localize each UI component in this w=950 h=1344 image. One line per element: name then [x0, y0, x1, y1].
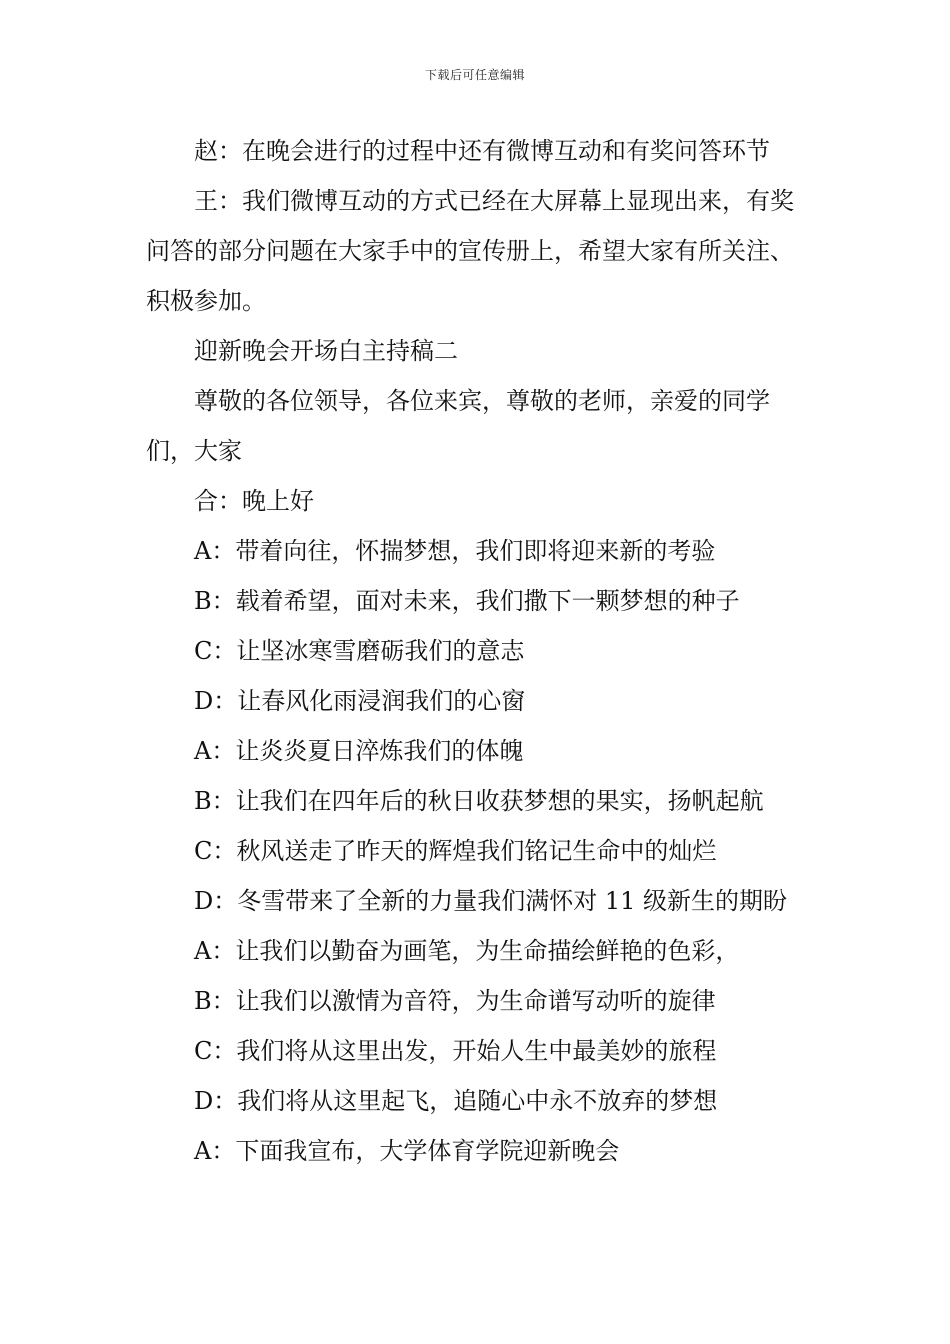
- dialogue-line: B：载着希望，面对未来，我们撒下一颗梦想的种子: [194, 587, 740, 615]
- dialogue-line: 合：晚上好: [194, 487, 314, 515]
- dialogue-line: D：让春风化雨浸润我们的心窗: [194, 687, 526, 715]
- dialogue-line: B：让我们在四年后的秋日收获梦想的果实，扬帆起航: [194, 787, 764, 815]
- dialogue-line: C：秋风送走了昨天的辉煌我们铭记生命中的灿烂: [194, 837, 717, 865]
- paragraph: 尊敬的各位领导，各位来宾，尊敬的老师，亲爱的同学们，大家: [146, 387, 770, 465]
- dialogue-line: C：我们将从这里出发，开始人生中最美妙的旅程: [194, 1037, 717, 1065]
- section-title: 迎新晚会开场白主持稿二: [194, 337, 458, 365]
- paragraph: 王：我们微博互动的方式已经在大屏幕上显现出来，有奖问答的部分问题在大家手中的宣传册上，希望大家有所关注、积极参加。: [146, 187, 794, 315]
- dialogue-line: C：让坚冰寒雪磨砺我们的意志: [194, 637, 525, 665]
- dialogue-line: A：带着向往，怀揣梦想，我们即将迎来新的考验: [194, 537, 716, 565]
- dialogue-line: A：让我们以勤奋为画笔，为生命描绘鲜艳的色彩，: [194, 937, 740, 965]
- dialogue-line: A：让炎炎夏日淬炼我们的体魄: [194, 737, 524, 765]
- dialogue-line: D：冬雪带来了全新的力量我们满怀对 11 级新生的期盼: [194, 887, 788, 915]
- dialogue-line: D：我们将从这里起飞，追随心中永不放弃的梦想: [194, 1087, 718, 1115]
- dialogue-line: B：让我们以激情为音符，为生命谱写动听的旋律: [194, 987, 716, 1015]
- dialogue-line: A：下面我宣布，大学体育学院迎新晚会: [194, 1137, 620, 1165]
- page-header: 下载后可任意编辑: [424, 68, 525, 82]
- document-body: [146, 126, 808, 1176]
- paragraph: 赵：在晚会进行的过程中还有微博互动和有奖问答环节: [194, 137, 770, 165]
